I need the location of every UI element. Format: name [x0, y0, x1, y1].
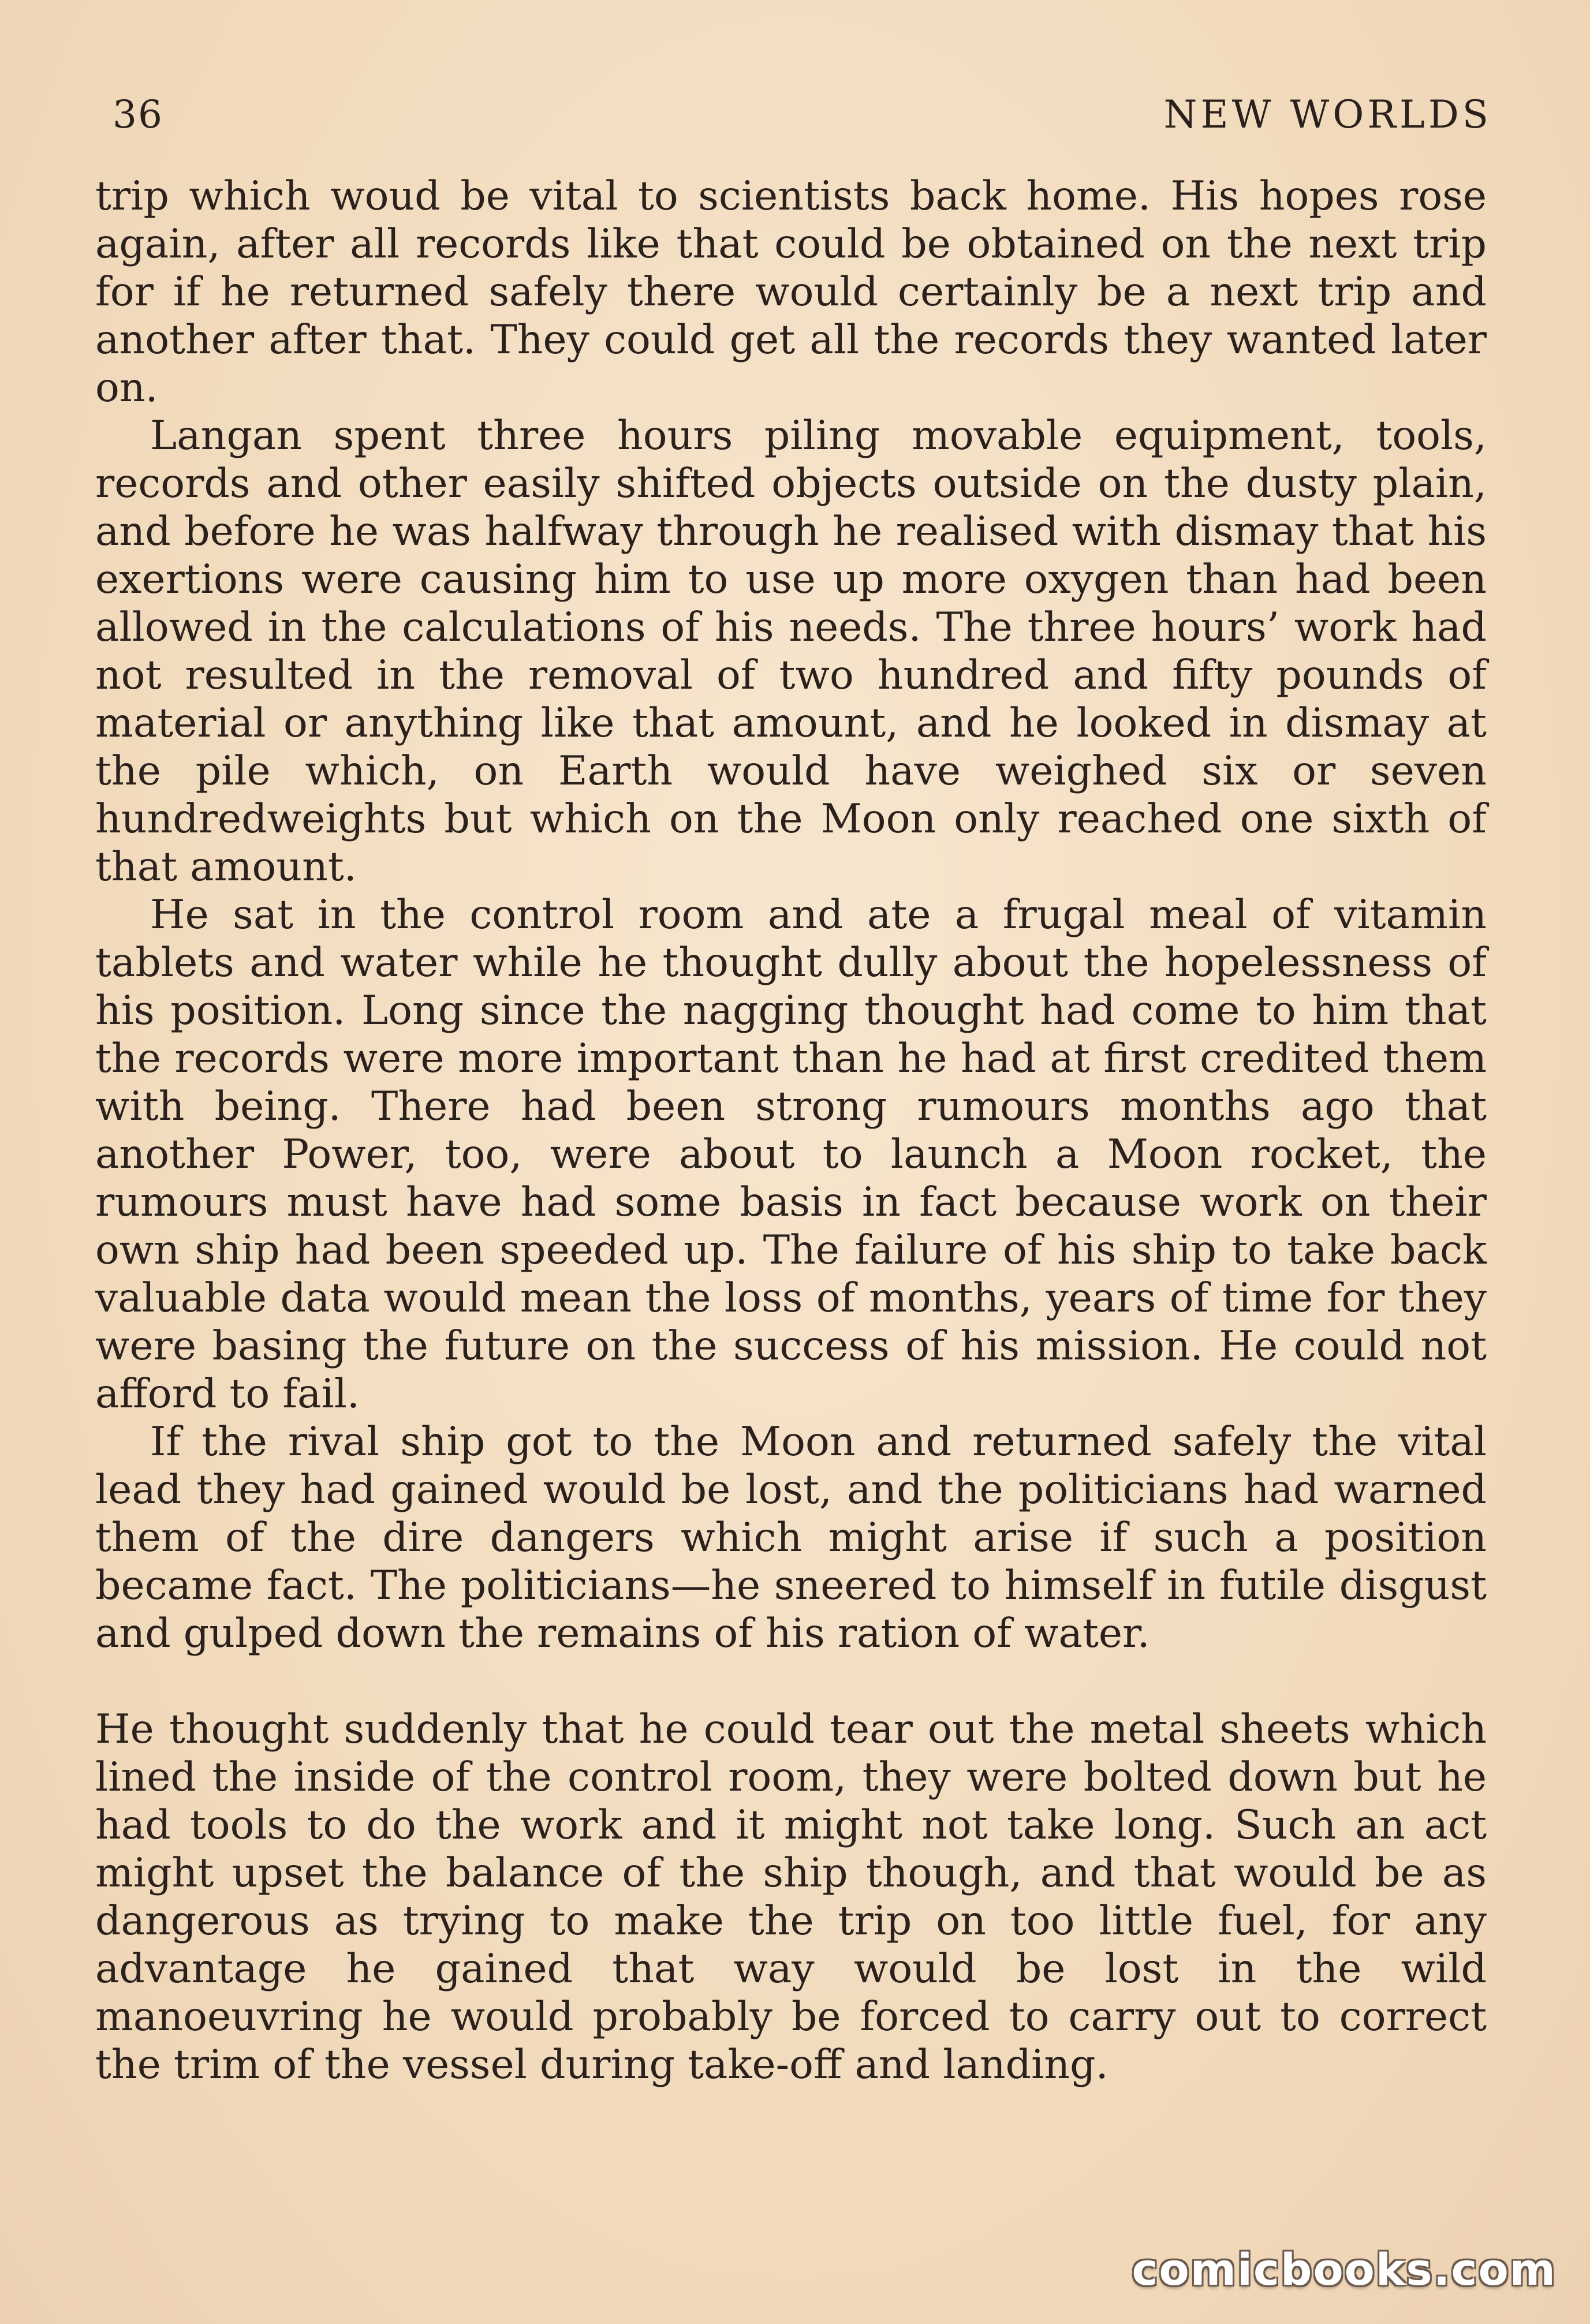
running-head: NEW WORLDS — [1163, 92, 1492, 137]
paragraph: If the rival ship got to the Moon and returned safely the vital lead they had gained would be lost, and the politicians had warned them of the dire dangers which might arise if such a position became fact. The politicians—he sneered to himself in futile disgust and gulped down the remains of his ration of water. — [95, 1418, 1487, 1657]
paragraph: He thought suddenly that he could tear out the metal sheets which lined the inside of the control room, they were bolted down but he had tools to do the work and it might not take long. Such an act might upset the balance of the ship though, and that would be as dangerous as trying to make the trip on too little fuel, for any advantage he gained that way would be lost in the wild manoeuvring he would probably be forced to carry out to correct the trim of the vessel during take-off and landing. — [95, 1706, 1487, 2088]
page-header — [113, 92, 1492, 150]
watermark: comicbooks.com — [1132, 2244, 1557, 2295]
paragraph: He sat in the control room and ate a frugal meal of vitamin tablets and water while he thought dully about the hopelessness of his position. Long since the nagging thought had come to him that the records were more important than he had at first credited them with being. There had been strong rumours months ago that another Power, too, were about to launch a Moon rocket, the rumours must have had some basis in fact because work on their own ship had been speeded up. The failure of his ship to take back valuable data would mean the loss of months, years of time for they were basing the future on the success of his mission. He could not afford to fail. — [95, 891, 1487, 1417]
paragraph: trip which woud be vital to scientists back home. His hopes rose again, after all records like that could be obtained on the next trip for if he returned safely there would certainly be a next trip and another after that. They could get all the records they wanted later on. — [95, 173, 1487, 411]
page-number: 36 — [113, 92, 163, 137]
paragraph: Langan spent three hours piling movable equipment, tools, records and other easily shifted objects outside on the dusty plain, and before he was halfway through he realised with dismay that his exertions were causing him to use up more oxygen than had been allowed in the calculations of his needs. The three hours’ work had not resulted in the removal of two hundred and fifty pounds of material or anything like that amount, and he looked in dismay at the pile which, on Earth would have weighed six or seven hundredweights but which on the Moon only reached one sixth of that amount. — [95, 412, 1487, 890]
story-text — [95, 172, 1487, 2088]
